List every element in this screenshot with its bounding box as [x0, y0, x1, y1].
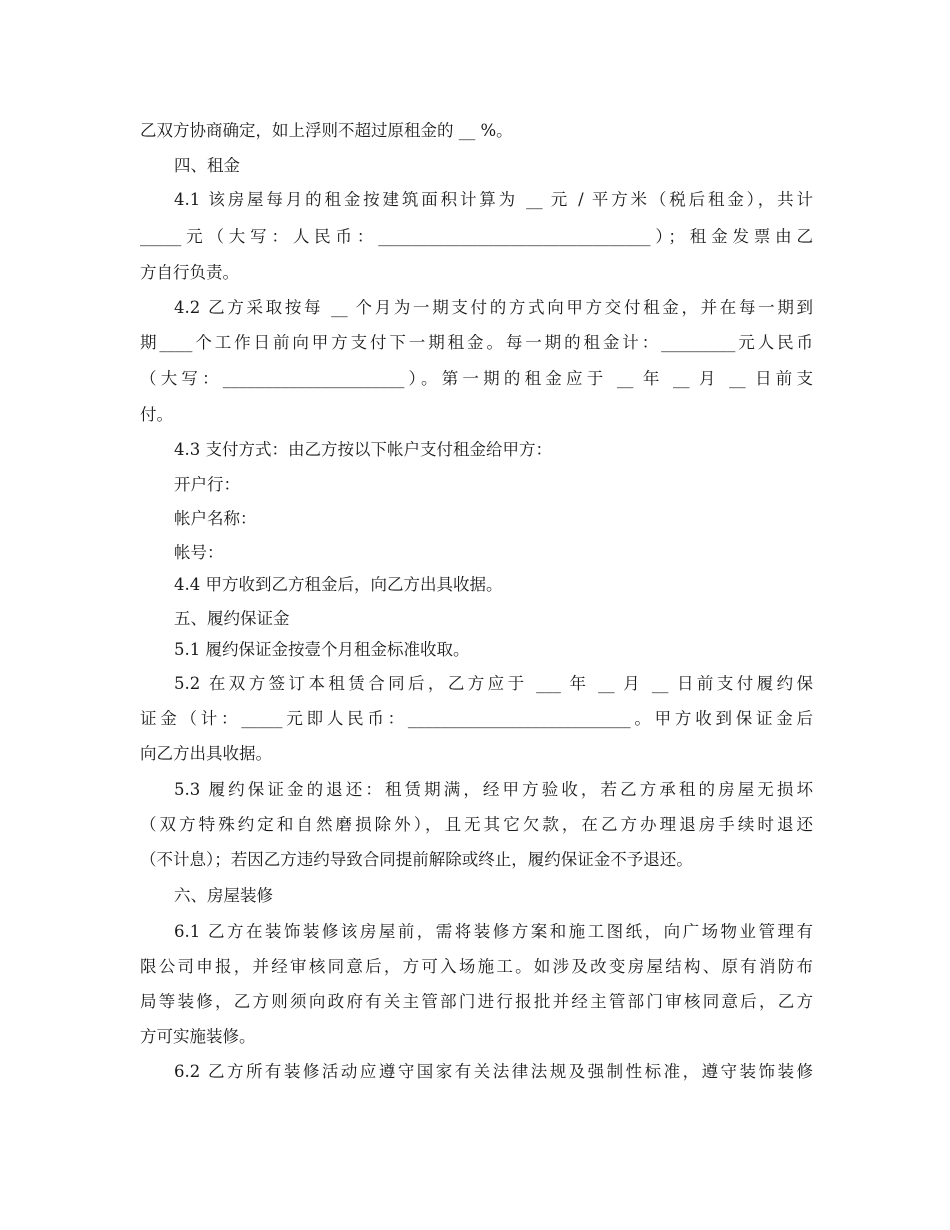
text-line: （大写：______________________）。第一期的租金应于 __ 年 __ 月 __ 日前支 — [140, 369, 813, 388]
text-line: 5.1 履约保证金按壹个月租金标准收取。 — [174, 640, 470, 659]
text-line: 5.2 在双方签订本租赁合同后，乙方应于 ___ 年 __ 月 __ 日前支付履约保 — [174, 674, 813, 693]
text-line: 向乙方出具收据。 — [140, 744, 272, 763]
text-line: 付。 — [140, 405, 173, 424]
text-line: 5.3 履约保证金的退还：租赁期满，经甲方验收，若乙方承租的房屋无损坏 — [174, 780, 813, 799]
text-line: _____元（大写：人民币：_________________________________）；租金发票由乙 — [140, 227, 813, 246]
text-line: 开户行： — [174, 475, 240, 494]
section-heading: 五、履约保证金 — [174, 609, 290, 628]
section-heading: 六、房屋装修 — [174, 886, 273, 905]
text-line: 帐号： — [174, 543, 224, 562]
text-line: 乙双方协商确定，如上浮则不超过原租金的 __ %。 — [140, 121, 513, 140]
text-line: 期____个工作日前向甲方支付下一期租金。每一期的租金计：_________元人民币 — [140, 333, 813, 352]
text-line: 证金（计：_____元即人民币：___________________________。甲方收到保证金后 — [140, 709, 813, 728]
text-line: 4.1 该房屋每月的租金按建筑面积计算为 __ 元 / 平方米（税后租金），共计 — [174, 190, 813, 209]
text-line: 4.2 乙方采取按每 __ 个月为一期支付的方式向甲方交付租金，并在每一期到 — [174, 298, 813, 317]
section-heading: 四、租金 — [174, 156, 240, 175]
text-line: （双方特殊约定和自然磨损除外），且无其它欠款，在乙方办理退房手续时退还 — [140, 815, 813, 834]
text-line: 限公司申报，并经审核同意后，方可入场施工。如涉及改变房屋结构、原有消防布 — [140, 957, 813, 976]
text-line: 方可实施装修。 — [140, 1027, 256, 1046]
text-line: 6.1 乙方在装饰装修该房屋前，需将装修方案和施工图纸，向广场物业管理有 — [174, 922, 813, 941]
text-line: 方自行负责。 — [140, 263, 239, 282]
text-line: 帐户名称： — [174, 509, 257, 528]
text-line: 局等装修，乙方则须向政府有关主管部门进行报批并经主管部门审核同意后，乙方 — [140, 992, 813, 1011]
text-line: （不计息）；若因乙方违约导致合同提前解除或终止，履约保证金不予退还。 — [140, 850, 693, 869]
text-line: 6.2 乙方所有装修活动应遵守国家有关法律法规及强制性标准，遵守装饰装修 — [174, 1062, 813, 1081]
text-line: 4.4 甲方收到乙方租金后，向乙方出具收据。 — [174, 575, 503, 594]
text-line: 4.3 支付方式：由乙方按以下帐户支付租金给甲方： — [174, 440, 552, 459]
